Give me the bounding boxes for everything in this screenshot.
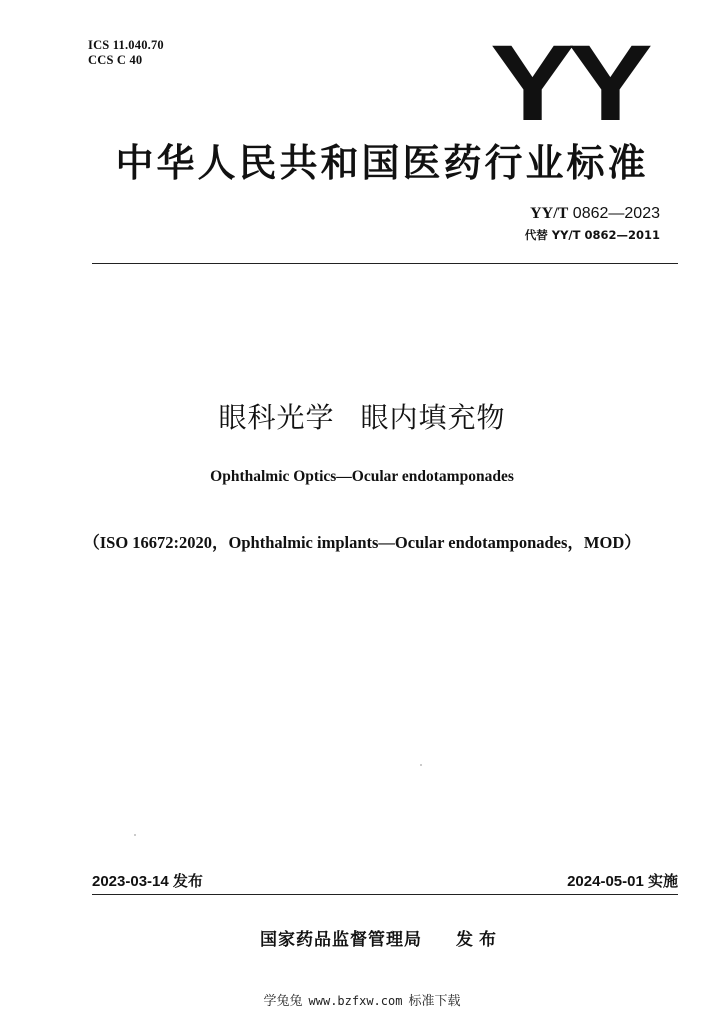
header-divider xyxy=(92,263,678,264)
issuer xyxy=(260,928,502,952)
title-chinese xyxy=(0,400,724,436)
footer-divider xyxy=(92,894,678,895)
organization-title: 中华人民共和国医药行业标准 xyxy=(115,141,649,185)
watermark-site-name: 学兔兔 xyxy=(263,994,303,1009)
scan-speck xyxy=(134,834,136,836)
scan-speck xyxy=(420,764,422,766)
replaces-prefix: YY/T xyxy=(547,228,581,242)
publish-date: 2023-03-14 发布 xyxy=(92,873,203,890)
standard-number-value: 0862—2023 xyxy=(568,205,660,222)
title-cn-part2: 眼内填充物 xyxy=(360,401,506,434)
footer-watermark xyxy=(0,992,724,1011)
issuer-action: 发布 xyxy=(456,930,502,950)
issuer-name: 国家药品监督管理局 xyxy=(260,930,422,950)
ccs-code: CCS C 40 xyxy=(88,53,143,67)
yy-logo: YY xyxy=(490,22,646,143)
watermark-url[interactable]: www.bzfxw.com xyxy=(308,994,403,1008)
implement-date: 2024-05-01 实施 xyxy=(567,873,678,890)
iso-reference: （ISO 16672:2020，Ophthalmic implants—Ocular endotamponades，MOD） xyxy=(83,533,641,552)
replaces-label: 代替 xyxy=(524,228,548,242)
replaces-number: 0862—2011 xyxy=(580,228,660,242)
standard-prefix: YY/T xyxy=(530,205,569,222)
classification-block xyxy=(88,38,164,68)
replaces-standard xyxy=(525,228,660,242)
title-english: Ophthalmic Optics—Ocular endotamponades xyxy=(210,468,514,485)
title-cn-part1: 眼科光学 xyxy=(218,401,335,434)
watermark-tagline: 标准下载 xyxy=(408,994,461,1009)
standard-number xyxy=(530,204,660,224)
ics-code: ICS 11.040.70 xyxy=(88,38,164,52)
